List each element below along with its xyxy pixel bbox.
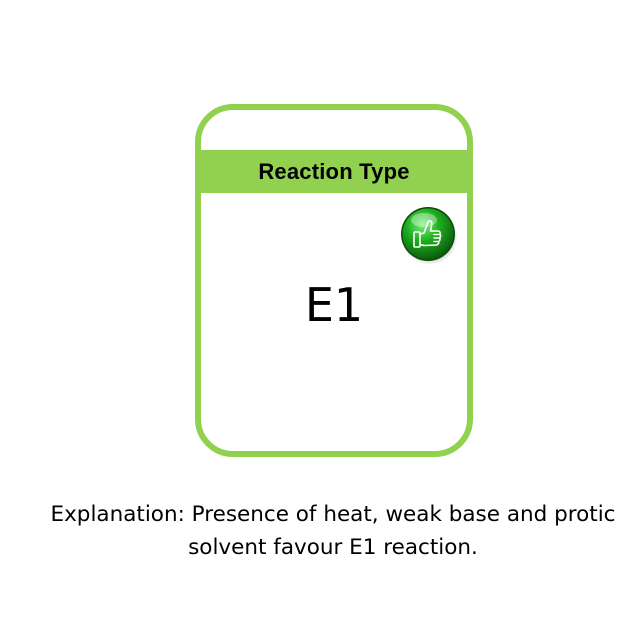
explanation-text <box>30 498 636 564</box>
card-header <box>201 150 467 193</box>
explanation-line-1: Explanation: Presence of heat, weak base and protic <box>50 502 616 527</box>
explanation-line-2: solvent favour E1 reaction. <box>188 535 478 560</box>
reaction-type-card <box>195 104 473 457</box>
card-title: Reaction Type <box>258 158 410 184</box>
reaction-type-value: E1 <box>304 278 364 332</box>
thumbs-up-icon <box>399 205 459 265</box>
